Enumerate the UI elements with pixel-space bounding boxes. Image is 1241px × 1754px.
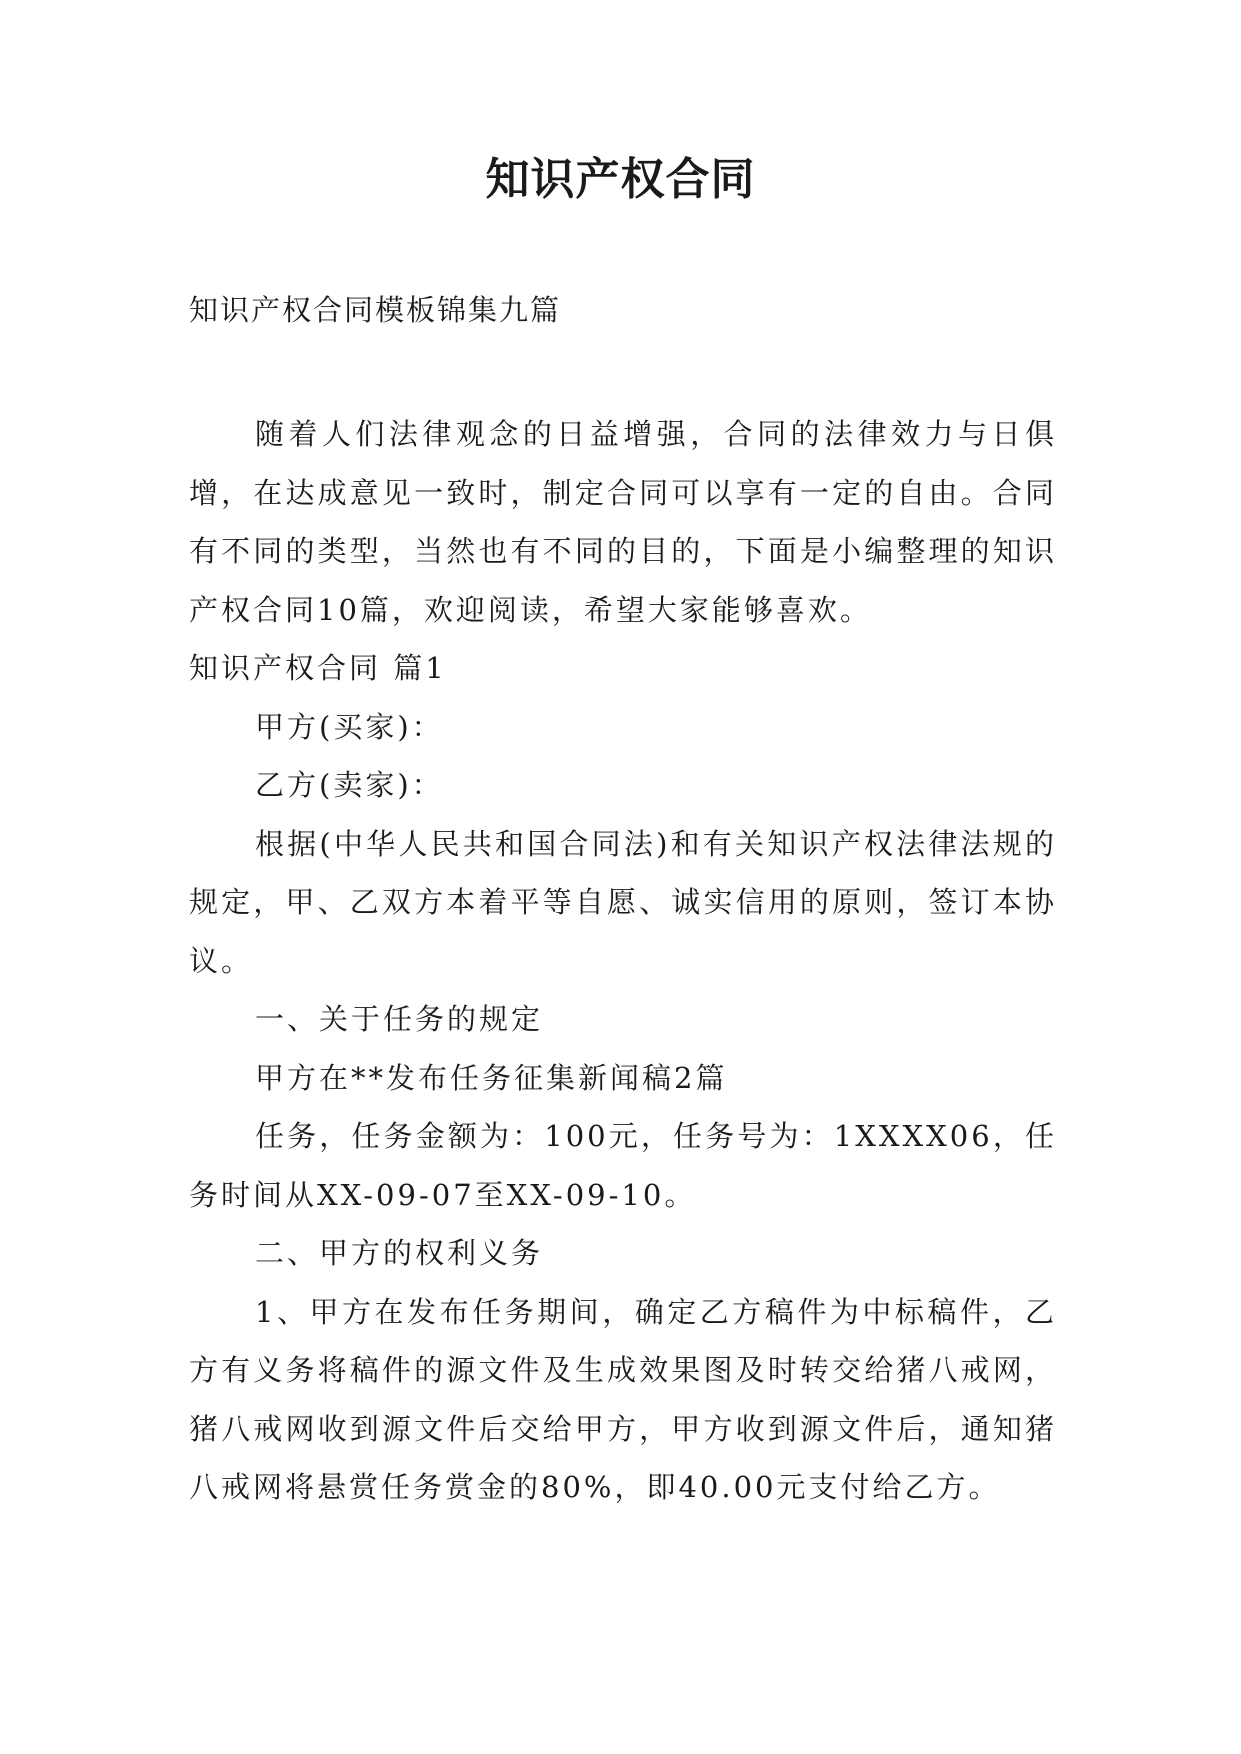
- intro-paragraph: 随着人们法律观念的日益增强，合同的法律效力与日俱增，在达成意见一致时，制定合同可以享有一定的自由。合同有不同的类型，当然也有不同的目的，下面是小编整理的知识产权合同10篇，欢迎阅读，希望大家能够喜欢。: [189, 417, 1057, 627]
- party-b-line: 乙方(卖家)：: [255, 768, 444, 802]
- party-a-line: 甲方(买家)：: [255, 709, 444, 744]
- clause-1-paragraph: 1、甲方在发布任务期间，确定乙方稿件为中标稿件，乙方有义务将稿件的源文件及生成效果图及时转交给猪八戒网，猪八戒网收到源文件后交给甲方，甲方收到源文件后，通知猪八戒网将悬赏任务赏金的80%，即40.00元支付给乙方。: [189, 1294, 1057, 1504]
- document-title: 知识产权合同: [485, 154, 756, 205]
- clause-heading-task: 一、关于任务的规定: [255, 1002, 544, 1036]
- legal-basis-paragraph: 根据(中华人民共和国合同法)和有关知识产权法律法规的规定，甲、乙双方本着平等自愿、诚实信用的原则，签订本协议。: [189, 826, 1057, 978]
- task-details-paragraph: 任务，任务金额为：100元，任务号为：1XXXX06，任务时间从XX-09-07至XX-09-10。: [189, 1119, 1057, 1212]
- task-paragraph: 甲方在**发布任务征集新闻稿2篇: [255, 1060, 728, 1095]
- document-body: [189, 405, 1057, 1517]
- document-subtitle: 知识产权合同模板锦集九篇: [189, 293, 562, 327]
- clause-heading-party-a-rights: 二、甲方的权利义务: [255, 1236, 544, 1270]
- section-heading-part1: 知识产权合同 篇1: [189, 651, 447, 685]
